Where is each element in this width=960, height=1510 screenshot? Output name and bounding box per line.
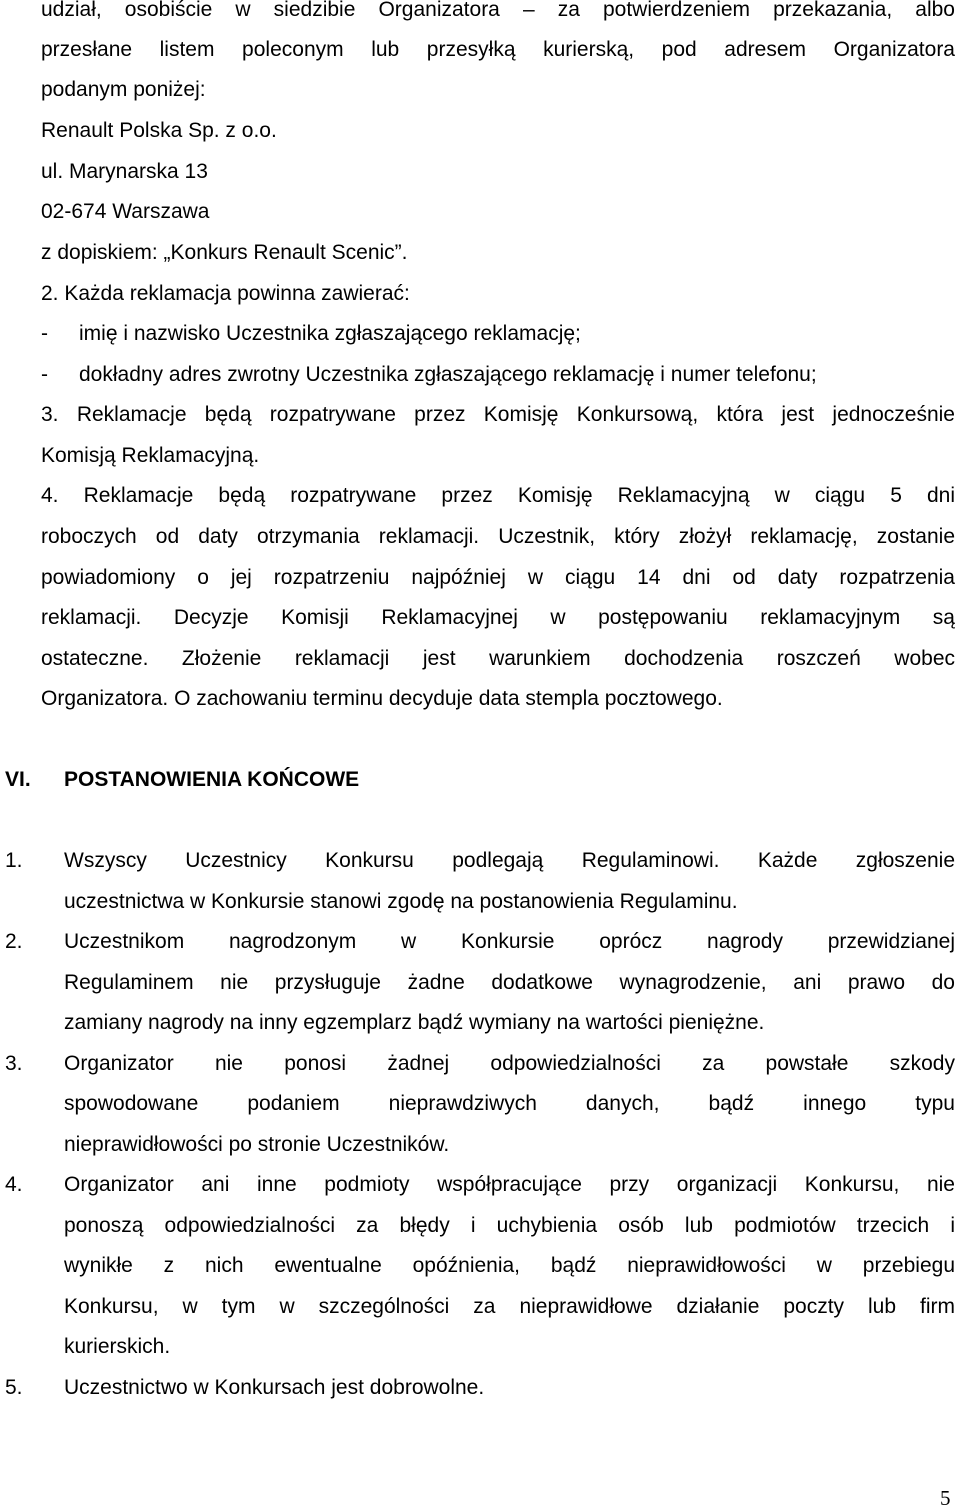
final-item-1-line-1: Wszyscy Uczestnicy Konkursu podlegają Regulaminowi. Każde zgłoszenie xyxy=(64,849,955,872)
claim-item-4-line-4: reklamacji. Decyzje Komisji Reklamacyjnej w postępowaniu reklamacyjnym są xyxy=(41,606,955,629)
section-number: VI. xyxy=(5,768,31,791)
page-number: 5 xyxy=(940,1486,951,1510)
claim-number: 3. xyxy=(41,403,59,426)
claim-item-2 xyxy=(41,281,410,307)
final-item-5-line-1: Uczestnictwo w Konkursach jest dobrowolne. xyxy=(64,1376,485,1399)
claim-item-4-line-1 xyxy=(41,483,955,509)
claim-item-3-line-2: Komisją Reklamacyjną. xyxy=(41,444,260,467)
address-street: ul. Marynarska 13 xyxy=(41,160,208,183)
final-item-4-line-5: kurierskich. xyxy=(64,1335,171,1358)
claim-item-4-line-5: ostateczne. Złożenie reklamacji jest warunkiem dochodzenia roszczeń wobec xyxy=(41,647,955,670)
claim-item-3-line-1 xyxy=(41,402,955,428)
final-item-4-line-3: wynikłe z nich ewentualne opóźnienia, bądź nieprawidłowości w przebiegu xyxy=(64,1254,955,1277)
claim-text: Reklamacje będą rozpatrywane przez Komisję Konkursową, która jest jednocześnie xyxy=(76,403,955,426)
final-item-1-line-2: uczestnictwa w Konkursie stanowi zgodę na postanowienia Regulaminu. xyxy=(64,890,738,913)
final-item-number: 5. xyxy=(5,1376,23,1399)
section-title: POSTANOWIENIA KOŃCOWE xyxy=(64,768,360,791)
address-company: Renault Polska Sp. z o.o. xyxy=(41,119,277,142)
final-item-3-line-1: Organizator nie ponosi żadnej odpowiedzialności za powstałe szkody xyxy=(64,1052,955,1075)
final-item-4-line-2: ponoszą odpowiedzialności za błędy i uchybienia osób lub podmiotów trzecich i xyxy=(64,1214,955,1237)
final-item-4-line-1: Organizator ani inne podmioty współpracujące przy organizacji Konkursu, nie xyxy=(64,1173,955,1196)
final-item-4-line-4: Konkursu, w tym w szczególności za nieprawidłowe działanie poczty lub firm xyxy=(64,1295,955,1318)
address-city: 02-674 Warszawa xyxy=(41,200,210,223)
claim-text: Każda reklamacja powinna zawierać: xyxy=(64,282,410,305)
claim-item-4-line-3: powiadomiony o jej rozpatrzeniu najpóźniej w ciągu 14 dni od daty rozpatrzenia xyxy=(41,566,955,589)
claim-bullet-2: dokładny adres zwrotny Uczestnika zgłaszającego reklamację i numer telefonu; xyxy=(79,363,817,386)
intro-line-1: udział, osobiście w siedzibie Organizatora – za potwierdzeniem przekazania, albo xyxy=(41,0,955,21)
claim-number: 4. xyxy=(41,484,59,507)
final-item-2-line-1: Uczestnikom nagrodzonym w Konkursie oprócz nagrody przewidzianej xyxy=(64,930,955,953)
claim-text: Reklamacje będą rozpatrywane przez Komisję Reklamacyjną w ciągu 5 dni xyxy=(83,484,955,507)
final-item-2-line-2: Regulaminem nie przysługuje żadne dodatkowe wynagrodzenie, ani prawo do xyxy=(64,971,955,994)
claim-bullet-1: imię i nazwisko Uczestnika zgłaszającego reklamację; xyxy=(79,322,581,345)
final-item-number: 3. xyxy=(5,1052,23,1075)
intro-line-2: przesłane listem poleconym lub przesyłką kurierską, pod adresem Organizatora xyxy=(41,38,955,61)
final-item-2-line-3: zamiany nagrody na inny egzemplarz bądź wymiany na wartości pieniężne. xyxy=(64,1011,765,1034)
intro-line-3: podanym poniżej: xyxy=(41,78,206,101)
address-note: z dopiskiem: „Konkurs Renault Scenic”. xyxy=(41,241,408,264)
final-item-number: 1. xyxy=(5,849,23,872)
final-item-3-line-3: nieprawidłowości po stronie Uczestników. xyxy=(64,1133,450,1156)
bullet-dash: - xyxy=(41,322,48,345)
bullet-dash: - xyxy=(41,363,48,386)
claim-number: 2. xyxy=(41,282,59,305)
claim-item-4-line-2: roboczych od daty otrzymania reklamacji. Uczestnik, który złożył reklamację, zostanie xyxy=(41,525,955,548)
final-item-3-line-2: spowodowane podaniem nieprawdziwych danych, bądź innego typu xyxy=(64,1092,955,1115)
final-item-number: 2. xyxy=(5,930,23,953)
final-item-number: 4. xyxy=(5,1173,23,1196)
claim-item-4-line-6: Organizatora. O zachowaniu terminu decyduje data stempla pocztowego. xyxy=(41,687,723,710)
